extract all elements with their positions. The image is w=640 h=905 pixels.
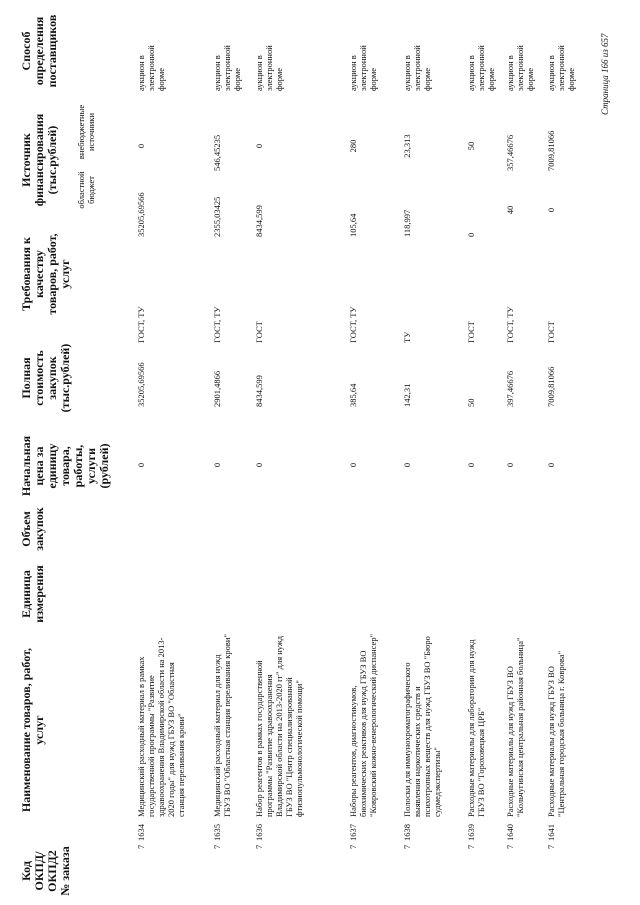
header-method: Способ определения поставщиков <box>19 14 59 88</box>
row-requirements: ГОСТ <box>254 321 264 343</box>
row-total: 2901,4866 <box>212 370 222 407</box>
row-extra: 23,313 <box>402 134 412 158</box>
row-code: 7 <box>402 844 412 849</box>
row-name: Набор реагентов в рамках государственной программы "Развитие здравоохранения Владимирской области на 2013-2020 гг" для нужд ГБУЗ ВО "Центр специализированной фтизиопульмонологической помощи" <box>254 635 304 817</box>
header-code: Код ОКПД/ ОКПД2 № заказа <box>19 846 72 896</box>
row-total: 8434,599 <box>254 375 264 407</box>
header-requirements: Требования к качеству товаров, работ, услуг <box>19 233 72 315</box>
row-code: 7 <box>505 844 515 849</box>
row-number: 1641 <box>546 824 556 841</box>
row-code: 7 <box>136 844 146 849</box>
row-code: 7 <box>212 844 222 849</box>
row-total: 385,64 <box>348 383 358 407</box>
row-extra: 280 <box>348 139 358 153</box>
row-name: Расходные материалы для нужд ГБУЗ ВО "Кольчугинская центральная районная больница" <box>505 637 525 817</box>
row-method: аукцион в электронной форме <box>505 45 535 91</box>
row-price: 0 <box>402 462 412 468</box>
row-regional: 105,64 <box>348 213 358 237</box>
header-source: Источник финансирования (тыс.рублей) <box>19 113 59 207</box>
page-footer: Страница 166 из 657 <box>600 33 610 115</box>
row-number: 1638 <box>402 824 412 841</box>
row-extra: 50 <box>466 141 476 151</box>
row-method: аукцион в электронной форме <box>348 45 378 91</box>
header-source-regional: областной бюджет <box>76 171 96 209</box>
row-price: 0 <box>505 462 515 468</box>
row-regional: 118,997 <box>402 209 412 237</box>
row-regional: 2355,03425 <box>212 196 222 237</box>
row-extra: 0 <box>136 143 146 149</box>
row-regional: 35205,69566 <box>136 192 146 237</box>
row-regional: 0 <box>546 207 556 213</box>
row-price: 0 <box>546 462 556 468</box>
row-method: аукцион в электронной форме <box>546 45 576 91</box>
row-name: Медицинский расходный материал для нужд ГБУЗ ВО "Областная станция переливания крови" <box>212 634 232 817</box>
row-name: Расходные материалы для лаборатории для нужд ГБУЗ ВО "Гороховецкая ЦРБ" <box>466 639 486 817</box>
row-regional: 8434,599 <box>254 205 264 237</box>
row-total: 142,31 <box>402 383 412 407</box>
header-name: Наименование товаров, работ, услуг <box>19 647 46 813</box>
row-requirements: ГОСТ <box>466 321 476 343</box>
row-requirements: ГОСТ <box>546 321 556 343</box>
row-extra: 0 <box>254 143 264 149</box>
row-requirements: ТУ <box>402 331 412 343</box>
row-number: 1634 <box>136 824 146 841</box>
row-extra: 546,45235 <box>212 134 222 171</box>
row-requirements: ГОСТ, ТУ <box>212 306 222 343</box>
header-volume: Объем закупок <box>19 507 46 551</box>
row-extra: 7009,81066 <box>546 130 556 171</box>
row-code: 7 <box>254 844 264 849</box>
row-number: 1640 <box>505 824 515 841</box>
row-method: аукцион в электронной форме <box>402 45 432 91</box>
row-total: 7009,81066 <box>546 366 556 407</box>
header-unit: Единица измерения <box>19 565 46 623</box>
row-number: 1639 <box>466 824 476 841</box>
row-name: Расходные материалы для нужд ГБУЗ ВО "Центральная городская больница г. Коврова" <box>546 650 566 817</box>
row-price: 0 <box>212 462 222 468</box>
row-number: 1635 <box>212 824 222 841</box>
row-method: аукцион в электронной форме <box>254 45 284 91</box>
row-price: 0 <box>136 462 146 468</box>
row-requirements: ГОСТ, ТУ <box>505 306 515 343</box>
row-method: аукцион в электронной форме <box>212 45 242 91</box>
row-method: аукцион в электронной форме <box>466 45 496 91</box>
row-regional: 40 <box>505 205 515 215</box>
row-code: 7 <box>348 844 358 849</box>
row-total: 397,46676 <box>505 370 515 407</box>
row-price: 0 <box>254 462 264 468</box>
row-name: Полоски для иммунохроматографического выявления наркотических средств и психотропных веществ для нужд ГБУЗ ВО "Бюро судмедэкспертизы" <box>402 636 442 817</box>
header-price: Начальная цена за единицу товара, работы, услуги (рублей) <box>19 435 111 497</box>
row-name: Медицинский расходный материал в рамках государственной программы "Развитие здравоохранения Владимирской области на 2013-2020 годы" для нужд ГБУЗ ВО "Областная станция переливания крови" <box>136 637 186 817</box>
row-name: Наборы реагентов, диагностикумов, биохимических реактивов для нужд ГБУЗ ВО "Ковровский кожно-венерологический диспансер" <box>348 633 378 817</box>
row-extra: 357,46676 <box>505 134 515 171</box>
row-total: 35205,69566 <box>136 362 146 407</box>
row-price: 0 <box>348 462 358 468</box>
row-number: 1636 <box>254 824 264 841</box>
row-requirements: ГОСТ, ТУ <box>348 306 358 343</box>
row-code: 7 <box>546 844 556 849</box>
row-total: 50 <box>466 398 476 407</box>
row-number: 1637 <box>348 824 358 841</box>
row-method: аукцион в электронной форме <box>136 45 166 91</box>
row-code: 7 <box>466 844 476 849</box>
row-price: 0 <box>466 462 476 468</box>
row-regional: 0 <box>466 232 476 237</box>
row-requirements: ГОСТ, ТУ <box>136 306 146 343</box>
header-total: Полная стоимость закупок (тыс.рублей) <box>19 343 72 413</box>
header-source-extra: внебюджетные источники <box>76 104 96 160</box>
